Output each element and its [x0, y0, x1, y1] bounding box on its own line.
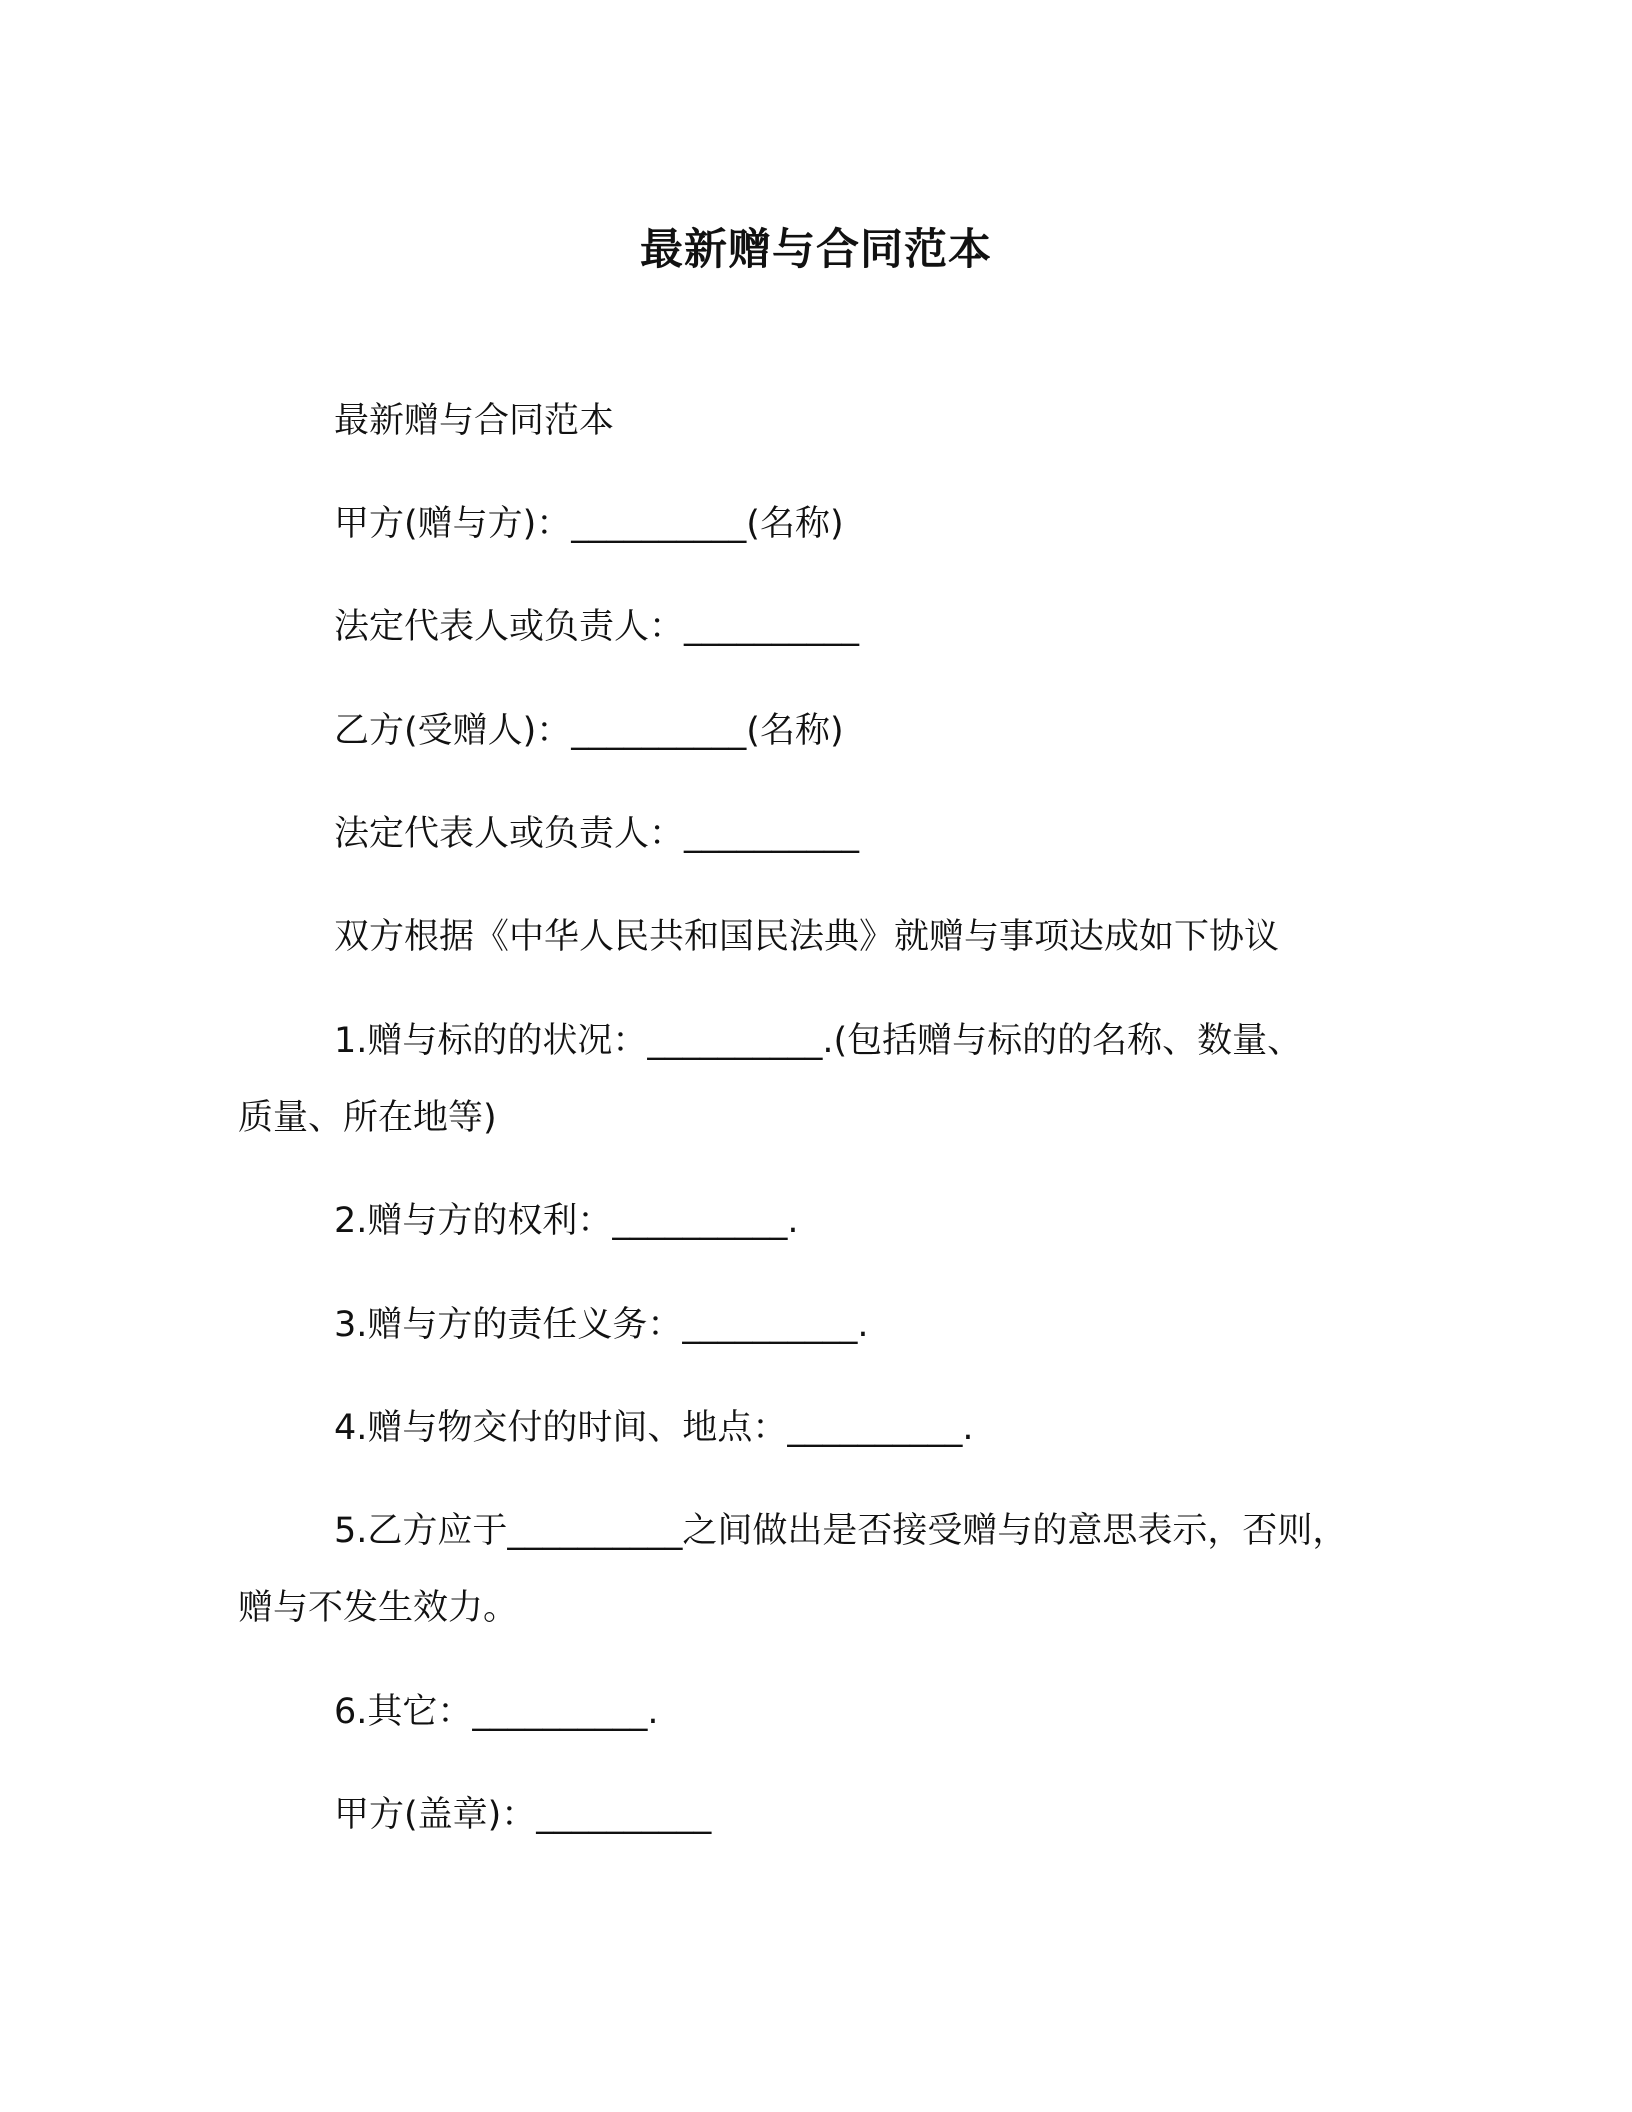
clause-3-line: 3.赠与方的责任义务：__________.: [334, 1305, 869, 1345]
clause-4-line: 4.赠与物交付的时间、地点：__________.: [334, 1408, 974, 1448]
party-a-line: 甲方(赠与方)：__________(名称): [334, 504, 844, 544]
clause-1-line: 1.赠与标的的状况：__________.(包括赠与标的的名称、数量、: [334, 1021, 1303, 1061]
document-title: 最新赠与合同范本: [640, 225, 992, 275]
party-b-representative-line: 法定代表人或负责人：__________: [334, 814, 860, 854]
clause-6-line: 6.其它：__________.: [334, 1692, 659, 1732]
party-a-representative-line: 法定代表人或负责人：__________: [334, 607, 860, 647]
clause-2-line: 2.赠与方的权利：__________.: [334, 1201, 799, 1241]
agreement-intro-line: 双方根据《中华人民共和国民法典》就赠与事项达成如下协议: [334, 917, 1280, 957]
party-b-line: 乙方(受赠人)：__________(名称): [334, 711, 844, 751]
clause-5-line: 5.乙方应于__________之间做出是否接受赠与的意思表示，否则，: [334, 1511, 1348, 1551]
subtitle-line: 最新赠与合同范本: [334, 401, 615, 441]
clause-5-continuation: 赠与不发生效力。: [238, 1588, 519, 1628]
party-a-seal-line: 甲方(盖章)：__________: [334, 1795, 712, 1835]
clause-1-continuation: 质量、所在地等): [238, 1098, 497, 1138]
